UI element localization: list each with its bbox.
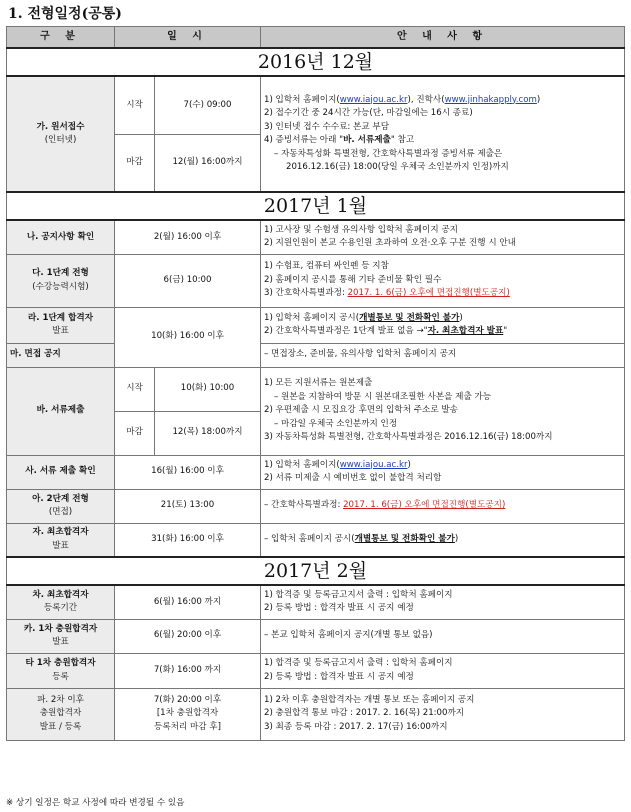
- info-emphasis: 바. 서류제출: [343, 135, 391, 145]
- info-line: – 원본을 지참하여 방문 시 원본대조필한 사본을 제출 가능: [274, 391, 492, 402]
- datetime: 6(월) 16:00 까지: [115, 585, 261, 619]
- category-sub: 등록기간: [43, 603, 78, 614]
- category-cell: [7, 523, 115, 557]
- info-line: – 본교 입학처 홈페이지 공지(개별 통보 없음): [264, 630, 433, 641]
- info-text: 3) 간호학사특별과정:: [264, 288, 348, 299]
- start-datetime: 7(수) 09:00: [155, 76, 261, 134]
- info-line: 2) 우편제출 시 모집요강 후면의 입학처 주소로 발송: [264, 405, 458, 416]
- table-row: [7, 523, 625, 557]
- info-highlight: 2017. 1. 6(금) 오후에 면접진행(별도공지): [347, 288, 510, 299]
- info-line: 2016.12.16(금) 18:00(당일 우체국 소인분까지 인정)까지: [286, 162, 509, 172]
- category-cell: [7, 76, 115, 192]
- year-label: 2016년 12월: [7, 48, 625, 76]
- info-cell: [261, 307, 625, 343]
- category-label: 파. 2차 이후: [37, 694, 84, 705]
- info-text: 1) 입학처 홈페이지 공시(: [264, 312, 360, 323]
- table-row: [7, 619, 625, 653]
- page-title: 1. 전형일정(공통): [8, 6, 122, 22]
- category-label: 발표 / 등록: [39, 721, 82, 732]
- info-emphasis: 개별통보 및 전화확인 불가: [354, 534, 455, 544]
- info-cell: [261, 76, 625, 192]
- category-label: 마. 면접 공지: [7, 343, 115, 367]
- footnote: ※ 상기 일정은 학교 사정에 따라 변경될 수 있음: [6, 798, 185, 808]
- table-header-row: [7, 27, 625, 49]
- start-label: 시작: [115, 76, 155, 134]
- table-row: [7, 688, 625, 740]
- end-label: 마감: [115, 411, 155, 455]
- datetime-cell: [115, 688, 261, 740]
- info-cell: [261, 367, 625, 455]
- category-cell: [7, 688, 115, 740]
- category-sub: (인터넷): [44, 135, 77, 145]
- info-cell: [261, 523, 625, 557]
- year-row-2017-01: [7, 192, 625, 220]
- iajou-link[interactable]: www.iajou.ac.kr: [339, 459, 408, 470]
- datetime: 7(화) 16:00 까지: [115, 653, 261, 688]
- start-label: 시작: [115, 367, 155, 411]
- info-cell: [261, 254, 625, 307]
- info-line: 2) 홈페이지 공시를 통해 기타 준비물 확인 필수: [264, 274, 442, 285]
- info-line: 1) 합격증 및 등록금고지서 출력 : 입학처 홈페이지: [264, 658, 453, 668]
- year-label: 2017년 2월: [7, 557, 625, 585]
- category-sub: 등록: [52, 671, 69, 682]
- info-line: 1) 합격증 및 등록금고지서 출력 : 입학처 홈페이지: [264, 589, 453, 600]
- year-row-2016-12: [7, 48, 625, 76]
- end-datetime: 12(목) 18:00까지: [155, 411, 261, 455]
- start-datetime: 10(화) 10:00: [155, 367, 261, 411]
- info-line: 1) 모든 지원서류는 원본제출: [264, 378, 373, 389]
- datetime: 6(금) 10:00: [115, 254, 261, 307]
- datetime: 6(월) 20:00 이후: [115, 619, 261, 653]
- header-category: 구 분: [7, 27, 115, 49]
- info-text: 1) 입학처 홈페이지(: [264, 94, 340, 105]
- info-cell: [261, 343, 625, 367]
- info-text: " 참고: [390, 135, 415, 145]
- info-line: 1) 수험표, 컴퓨터 싸인펜 등 지참: [264, 261, 389, 272]
- info-text: 2) 간호학사특별과정은 1단계 발표 없음 →": [264, 326, 428, 336]
- category-label: 나. 공지사항 확인: [7, 220, 115, 254]
- category-cell: [7, 254, 115, 307]
- year-row-2017-02: [7, 557, 625, 585]
- table-row: [7, 76, 625, 134]
- schedule-table: [6, 26, 625, 741]
- info-cell: [261, 619, 625, 653]
- info-line: 3) 자동차특성화 특별전형, 간호학사특별과정은 2016.12.16(금) 18:00까지: [264, 432, 553, 443]
- info-cell: [261, 688, 625, 740]
- info-text: ": [503, 326, 508, 336]
- table-row: [7, 343, 625, 367]
- info-line: – 마감일 우체국 소인분까지 인정: [274, 418, 398, 429]
- info-text: 1) 입학처 홈페이지(: [264, 459, 340, 470]
- table-row: [7, 367, 625, 411]
- header-date: 일 시: [115, 27, 261, 49]
- info-line: 2) 등록 방법 : 합격자 발표 시 공지 예정: [264, 671, 414, 682]
- category-label: 라. 1단계 합격자: [27, 312, 94, 323]
- datetime: 2(월) 16:00 이후: [115, 220, 261, 254]
- category-label: 차. 최초합격자: [32, 589, 89, 600]
- info-line: 3) 최종 등록 마감 : 2017. 2. 17(금) 16:00까지: [264, 721, 448, 732]
- table-row: [7, 489, 625, 523]
- category-sub: 발표: [52, 540, 69, 551]
- table-row: [7, 653, 625, 688]
- category-sub: 발표: [52, 326, 69, 336]
- datetime: 7(화) 20:00 이후: [153, 694, 222, 705]
- table-row: [7, 307, 625, 343]
- category-label: 다. 1단계 전형: [32, 268, 89, 278]
- info-line: 2) 접수기간 중 24시간 가능(단, 마감일에는 16시 종료): [264, 108, 473, 118]
- info-line: 1) 2차 이후 충원합격자는 개별 통보 또는 홈페이지 공지: [264, 694, 475, 705]
- table-row: [7, 455, 625, 489]
- info-text: ): [407, 459, 411, 470]
- category-sub: (수강능력시험): [32, 281, 89, 292]
- info-text: 4) 증빙서류는 아래 ": [264, 135, 344, 145]
- info-line: 2) 서류 미제출 시 예비번호 없이 불합격 처리함: [264, 473, 442, 483]
- info-line: 2) 지원인원이 본교 수용인원 초과하여 오전·오후 구분 진행 시 안내: [264, 238, 516, 249]
- end-datetime: 12(월) 16:00까지: [155, 134, 261, 192]
- info-line: – 자동차특성화 특별전형, 간호학사특별과정 증빙서류 제출은: [274, 148, 503, 159]
- info-emphasis: 자. 최초합격자 발표: [427, 326, 504, 336]
- datetime: 21(토) 13:00: [115, 489, 261, 523]
- category-label: 바. 서류제출: [7, 367, 115, 455]
- info-emphasis: 개별통보 및 전화확인 불가: [359, 312, 460, 323]
- category-label: 자. 최초합격자: [32, 527, 89, 538]
- jinhakapply-link[interactable]: www.jinhakapply.com: [444, 94, 537, 105]
- category-sub: (면접): [48, 507, 73, 517]
- category-cell: [7, 619, 115, 653]
- info-cell: [261, 220, 625, 254]
- category-label: 아. 2단계 전형: [32, 493, 89, 504]
- info-line: 2) 충원합격 통보 마감 : 2017. 2. 16(목) 21:00까지: [264, 708, 465, 719]
- info-text: ): [536, 94, 541, 105]
- info-highlight: 2017. 1. 6(금) 오후에 면접진행(별도공지): [343, 500, 506, 511]
- category-cell: [7, 307, 115, 343]
- datetime: 10(화) 16:00 이후: [115, 307, 261, 367]
- datetime-note: [1차 충원합격자: [156, 708, 219, 719]
- category-sub: 발표: [52, 637, 69, 647]
- table-row: [7, 220, 625, 254]
- header-info: 안 내 사 항: [261, 27, 625, 49]
- category-cell: [7, 585, 115, 619]
- category-label: 카. 1차 충원합격자: [23, 623, 98, 634]
- info-text: – 입학처 홈페이지 공시(: [264, 534, 355, 544]
- iajou-link[interactable]: www.iajou.ac.kr: [339, 94, 408, 105]
- info-cell: [261, 653, 625, 688]
- info-line: 2) 등록 방법 : 합격자 발표 시 공지 예정: [264, 603, 414, 614]
- info-text: ): [459, 312, 463, 323]
- category-cell: [7, 653, 115, 688]
- info-line: – 면접장소, 준비물, 유의사항 입학처 홈페이지 공지: [264, 349, 457, 360]
- category-label: 타 1차 충원합격자: [25, 658, 96, 668]
- info-text: – 간호학사특별과정:: [264, 500, 344, 511]
- table-row: [7, 254, 625, 307]
- info-cell: [261, 489, 625, 523]
- year-label: 2017년 1월: [7, 192, 625, 220]
- category-label: 가. 원서접수: [36, 121, 85, 132]
- category-label: 충원합격자: [39, 708, 82, 719]
- datetime: 16(월) 16:00 이후: [115, 455, 261, 489]
- info-line: 1) 고사장 및 수험생 유의사항 입학처 홈페이지 공지: [264, 224, 458, 235]
- table-row: [7, 585, 625, 619]
- category-cell: [7, 489, 115, 523]
- info-text: ), 진학사(: [407, 94, 445, 105]
- datetime: 31(화) 16:00 이후: [115, 523, 261, 557]
- info-text: ): [454, 534, 459, 544]
- datetime-note: 등록처리 마감 후]: [154, 721, 221, 732]
- end-label: 마감: [115, 134, 155, 192]
- info-cell: [261, 455, 625, 489]
- info-line: 3) 인터넷 접수 수수료: 본교 부담: [264, 121, 389, 132]
- category-label: 사. 서류 제출 확인: [7, 455, 115, 489]
- info-cell: [261, 585, 625, 619]
